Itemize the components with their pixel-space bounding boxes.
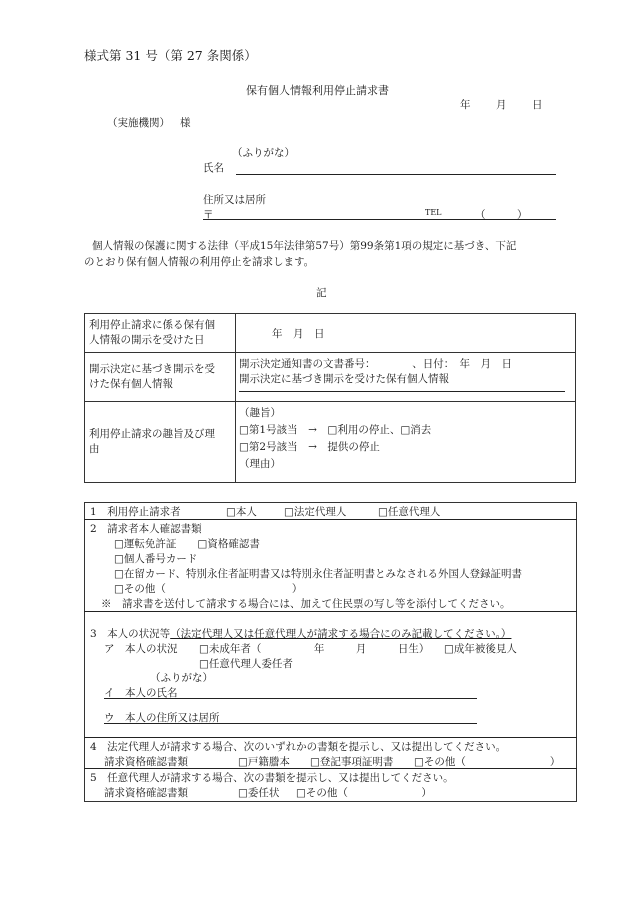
request-details-table (84, 313, 576, 483)
row2-value-line (239, 391, 565, 392)
s2-option-residence-card[interactable]: □在留カード、特別永住者証明書又は特別永住者証明書とみなされる外国人登録証明書 (114, 568, 522, 580)
s2-option-mynumber[interactable]: □個人番号カード (114, 553, 198, 565)
row3-item2: □第2号該当 → 提供の停止 (239, 441, 380, 453)
form-title: 保有個人情報利用停止請求書 (246, 84, 389, 97)
s3-furigana: （ふりがな） (150, 672, 213, 684)
row1-label-1: 利用停止請求に係る保有個 (89, 319, 215, 331)
s4-option-koseki[interactable]: □戸籍謄本 (238, 756, 290, 768)
intro-line-1: 個人情報の保護に関する法律（平成15年法律第57号）第99条第1項の規定に基づき、下記 (92, 240, 517, 252)
s4-option-other[interactable]: □その他（ ） (414, 756, 561, 768)
s3-heading-note: （法定代理人又は任意代理人が請求する場合にのみ記載してください。） (170, 628, 512, 640)
s4-docs-label: 請求資格確認書類 (104, 756, 188, 768)
row3-label-cell (85, 402, 236, 483)
s1-label: 1 利用停止請求者 (90, 506, 181, 518)
s3-name-label: イ 本人の氏名 (104, 687, 178, 699)
s3-heading-plain: 3 本人の状況等 (90, 628, 171, 640)
row1-value: 年 月 日 (272, 327, 325, 340)
applicant-name-label: 氏名 (203, 162, 224, 174)
s2-note: ※ 請求書を送付して請求する場合には、加えて住民票の写し等を添付してください。 (101, 598, 511, 610)
applicant-address-line[interactable] (203, 219, 556, 220)
tel-label: TEL (425, 208, 442, 217)
s5-docs-label: 請求資格確認書類 (104, 787, 188, 799)
s2-block (90, 522, 522, 612)
row2-value-1: 開示決定通知書の文書番号： 、日付： 年 月 日 (239, 358, 512, 370)
s3-status-label: ア 本人の状況 (104, 643, 178, 655)
s4-instruction: 4 法定代理人が請求する場合、次のいずれかの書類を提示し、又は提出してください。 (90, 741, 507, 753)
tel-paren: （ ） (475, 209, 528, 221)
addressee-honorific: 様 (180, 117, 191, 129)
row1-label-cell (85, 314, 236, 353)
form-number: 様式第 31 号（第 27 条関係） (84, 48, 257, 63)
row1-value-cell[interactable] (236, 314, 576, 353)
row2-value-2: 開示決定に基づき開示を受けた保有個人情報 (239, 373, 449, 385)
s2-option-other[interactable]: □その他（ ） (114, 583, 303, 595)
table-row (85, 314, 576, 353)
s2-option-license[interactable]: □運転免許証 □資格確認書 (114, 538, 260, 550)
applicant-address-label: 住所又は居所 (203, 194, 266, 206)
date-month: 月 (496, 99, 507, 111)
s3-address-line[interactable] (104, 723, 477, 724)
s1-option-voluntary[interactable]: □任意代理人 (378, 506, 441, 518)
row2-value-cell[interactable] (236, 353, 576, 402)
divider (84, 737, 577, 738)
s1-option-self[interactable]: □本人 (226, 506, 257, 518)
row2-label-2: けた保有個人情報 (89, 378, 173, 390)
s3-address-label: ウ 本人の住所又は居所 (104, 712, 220, 724)
date-day: 日 (532, 99, 543, 111)
s3-option-principal[interactable]: □任意代理人委任者 (199, 658, 293, 670)
row3-value-cell[interactable] (236, 402, 576, 483)
s4-option-registry[interactable]: □登記事項証明書 (310, 756, 394, 768)
row3-label-2: 由 (89, 443, 100, 455)
ki-heading: 記 (316, 287, 327, 299)
intro-line-2: のとおり保有個人情報の利用停止を請求します。 (84, 256, 315, 268)
applicant-name-line[interactable] (236, 174, 556, 175)
s5-instruction: 5 任意代理人が請求する場合、次の書類を提示し、又は提出してください。 (90, 772, 454, 784)
postal-mark: 〒 (203, 209, 214, 221)
s5-option-other[interactable]: □その他（ ） (296, 787, 432, 799)
table-row (85, 353, 576, 402)
row3-purpose: （趣旨） (239, 407, 281, 419)
applicant-furigana: （ふりがな） (232, 147, 295, 159)
s1-option-legal[interactable]: □法定代理人 (284, 506, 347, 518)
date-year: 年 (460, 99, 471, 111)
s5-option-proxy[interactable]: □委任状 (238, 787, 280, 799)
table-row (85, 402, 576, 483)
row2-label-1: 開示決定に基づき開示を受 (89, 363, 215, 375)
row2-label-cell (85, 353, 236, 402)
s2-heading: 2 請求者本人確認書類 (90, 523, 202, 535)
row3-item1: □第1号該当 → □利用の停止、□消去 (239, 424, 432, 436)
divider (84, 519, 577, 520)
row1-label-2: 人情報の開示を受けた日 (89, 334, 205, 346)
addressee-org: （実施機関） (107, 117, 170, 129)
s3-heading (90, 626, 511, 641)
s3-option-ward[interactable]: □成年被後見人 (444, 643, 517, 655)
row3-label-1: 利用停止請求の趣旨及び理 (89, 428, 215, 440)
row3-reason: （理由） (239, 458, 281, 470)
s3-option-minor[interactable]: □未成年者（ 年 月 日生） (199, 643, 430, 655)
s3-name-line[interactable] (104, 698, 477, 699)
